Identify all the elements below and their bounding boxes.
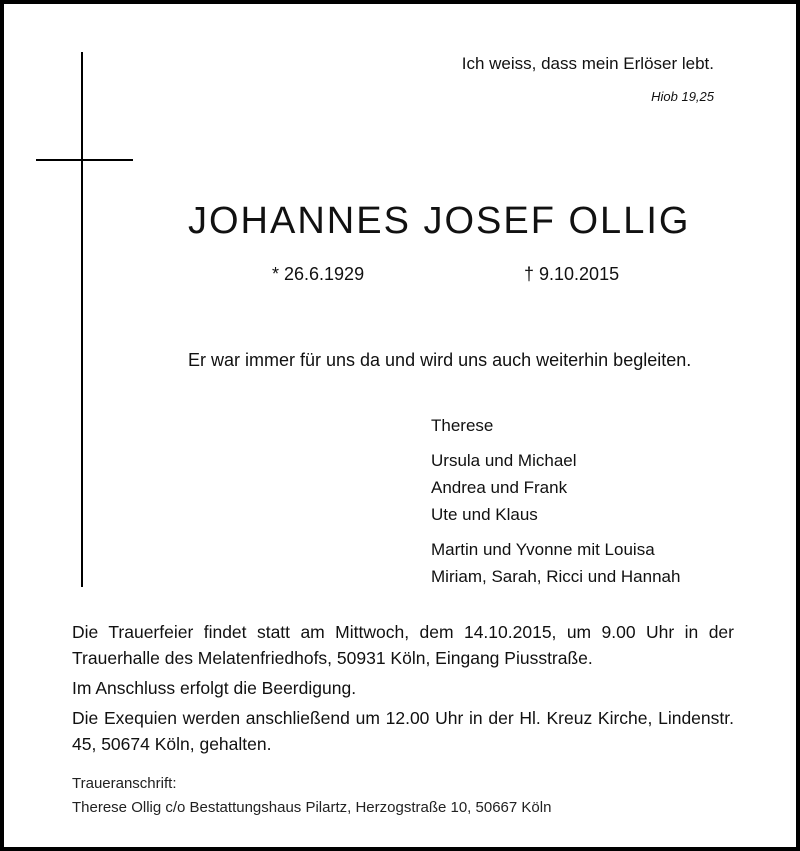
contact-label: Traueranschrift: (72, 775, 177, 792)
cross-vertical-bar (81, 52, 83, 587)
epigraph-quote: Ich weiss, dass mein Erlöser lebt. (461, 54, 714, 73)
family-member: Ute und Klaus (431, 505, 538, 524)
family-group (431, 447, 680, 528)
epigraph-reference: Hiob 19,25 (651, 89, 714, 104)
family-member: Andrea und Frank (431, 478, 568, 497)
family-member: Miriam, Sarah, Ricci und Hannah (431, 567, 681, 586)
family-member: Ursula und Michael (431, 451, 577, 470)
burial-text: Im Anschluss erfolgt die Beerdigung. (72, 678, 357, 698)
funeral-service-text: Die Trauerfeier findet statt am Mittwoch, dem 14.10.2015, um 9.00 Uhr in der Trauerhalle des Melatenfriedhofs, 50931 Köln, Eingang Piusstraße. (72, 622, 734, 668)
cross-horizontal-bar (36, 159, 133, 161)
family-group (431, 536, 680, 590)
requiem-text: Die Exequien werden anschließend um 12.00 Uhr in der Hl. Kreuz Kirche, Lindenstr. 45, 50674 Köln, gehalten. (72, 708, 734, 754)
condolence-address (72, 772, 551, 820)
family-group (431, 412, 680, 439)
service-information (72, 619, 734, 761)
deceased-name: JOHANNES JOSEF OLLIG (188, 200, 691, 242)
family-member: Martin und Yvonne mit Louisa (431, 540, 655, 559)
family-member: Therese (431, 416, 494, 435)
death-date: † 9.10.2015 (524, 264, 620, 284)
birth-date: * 26.6.1929 (272, 264, 365, 284)
memorial-motto: Er war immer für uns da und wird uns auch weiterhin begleiten. (188, 350, 692, 370)
family-list (431, 412, 680, 598)
contact-address: Therese Ollig c/o Bestattungshaus Pilartz, Herzogstraße 10, 50667 Köln (72, 799, 552, 816)
